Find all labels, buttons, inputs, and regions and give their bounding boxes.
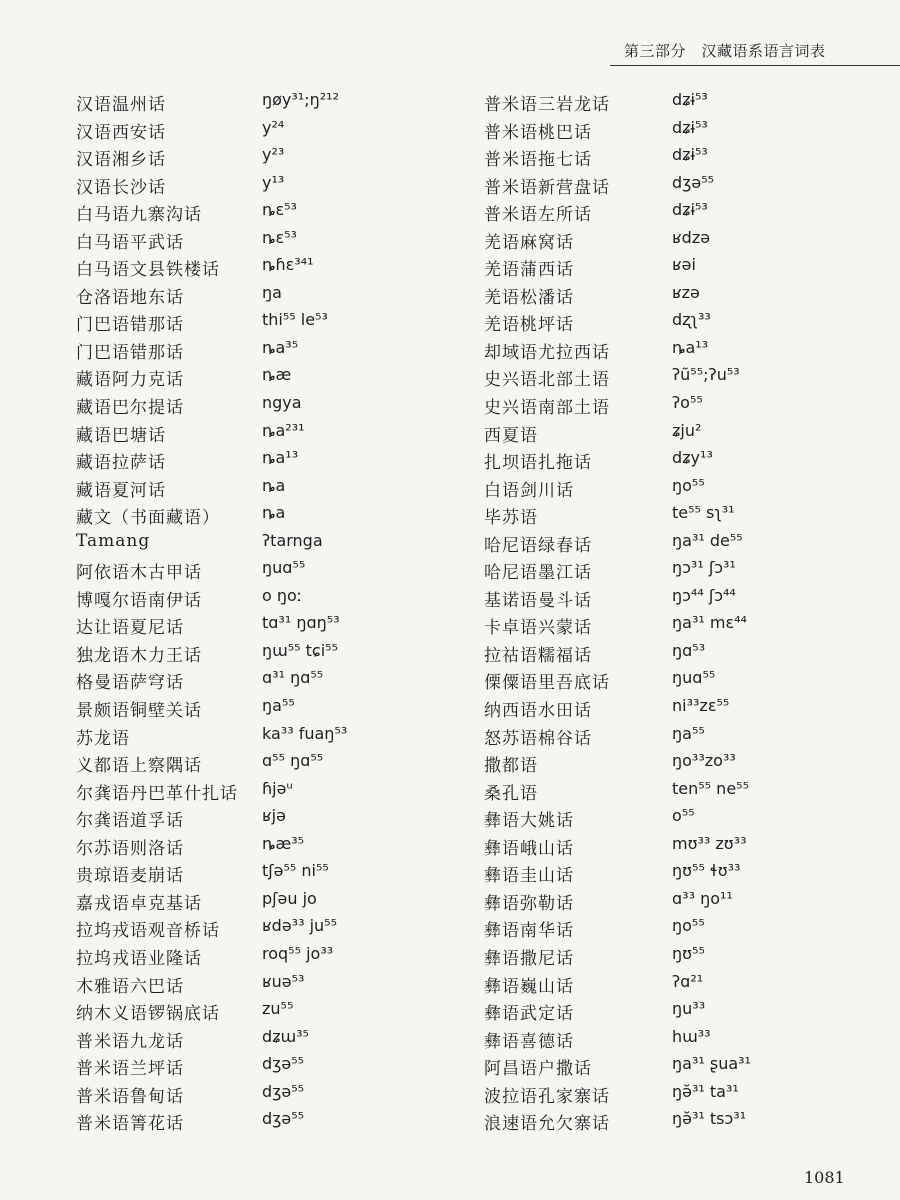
word-list-row — [484, 694, 884, 722]
pronunciation: ʔũ⁵⁵;ʔu⁵³ — [672, 365, 740, 385]
pronunciation: ŋə̆³¹ tsɔ³¹ — [672, 1109, 747, 1129]
language-name: 门巴语错那话 — [76, 315, 184, 336]
pronunciation: dʒə⁵⁵ — [262, 1109, 305, 1129]
pronunciation: ŋɔ⁴⁴ ʃɔ⁴⁴ — [672, 585, 736, 605]
pronunciation: dʑɨ⁵³ — [672, 117, 708, 137]
word-list-row — [484, 391, 884, 419]
language-name: 汉语温州话 — [76, 95, 166, 115]
word-list-row — [484, 419, 884, 447]
pronunciation: ȵa — [262, 503, 286, 523]
language-name: 阿依语木古甲话 — [76, 563, 202, 584]
word-list-row — [76, 584, 456, 612]
pronunciation: ɦjəᵘ — [262, 778, 293, 798]
pronunciation: ŋa — [262, 282, 282, 302]
language-name: 义都语上察隅话 — [76, 756, 202, 777]
header-rule — [610, 65, 900, 66]
language-name: 卡卓语兴蒙话 — [484, 618, 592, 639]
language-name: 白马语九寨沟话 — [76, 205, 202, 226]
word-list-row — [76, 1080, 456, 1108]
language-name: 史兴语北部土语 — [484, 370, 610, 391]
pronunciation: ŋa³¹ de⁵⁵ — [672, 530, 743, 550]
language-name: 彝语弥勒话 — [484, 893, 574, 914]
pronunciation: ȵɛ⁵³ — [262, 227, 297, 247]
word-list-row — [76, 308, 456, 336]
pronunciation: ŋɔ³¹ ʃɔ³¹ — [672, 558, 736, 578]
pronunciation: ŋuɑ⁵⁵ — [262, 558, 306, 578]
word-list-row — [484, 584, 884, 612]
language-name: 普米语桃巴话 — [484, 122, 592, 143]
language-name: 白语剑川话 — [484, 480, 574, 501]
word-list-row — [76, 611, 456, 639]
pronunciation: dʑɨ⁵³ — [672, 145, 708, 165]
pronunciation: ŋo³³zo³³ — [672, 751, 736, 771]
word-list-row — [484, 281, 884, 309]
word-list-row — [484, 1052, 884, 1080]
right-column — [484, 88, 884, 1135]
word-list-row — [484, 859, 884, 887]
language-name: 彝语大姚话 — [484, 811, 574, 832]
language-name: 藏语巴尔提话 — [76, 398, 184, 419]
word-list-row — [484, 529, 884, 557]
language-name: 拉祜语糯福话 — [484, 645, 592, 666]
language-name: 普米语兰坪话 — [76, 1059, 184, 1080]
language-name: 门巴语错那话 — [76, 342, 184, 363]
language-name: 波拉语孔家寨话 — [484, 1086, 610, 1107]
pronunciation: ka³³ fuaŋ⁵³ — [262, 723, 348, 743]
pronunciation: thi⁵⁵ le⁵³ — [262, 310, 328, 330]
language-name: 仓洛语地东话 — [76, 287, 184, 308]
language-name: Tamang — [76, 530, 151, 551]
pronunciation: ŋøy³¹;ŋ²¹² — [262, 90, 339, 109]
word-list-row — [76, 281, 456, 309]
pronunciation: ŋa³¹ ʂua³¹ — [672, 1054, 751, 1074]
language-name: 羌语麻窝话 — [484, 232, 574, 253]
language-name: 羌语蒲西话 — [484, 260, 574, 281]
language-name: 普米语鲁甸话 — [76, 1086, 184, 1107]
pronunciation: zu⁵⁵ — [262, 999, 294, 1019]
word-list-row — [76, 336, 456, 364]
pronunciation: dʐʅ³³ — [672, 310, 711, 330]
pronunciation: dʑy¹³ — [672, 448, 713, 468]
pronunciation: hɯ³³ — [672, 1026, 711, 1046]
word-list-row — [484, 501, 884, 529]
word-list-row — [484, 666, 884, 694]
pronunciation: ȵɦɛ³⁴¹ — [262, 255, 314, 275]
language-name: 浪速语允欠寨话 — [484, 1114, 610, 1135]
word-list-row — [484, 446, 884, 474]
language-name: 普米语三岩龙话 — [484, 95, 610, 115]
left-column — [76, 88, 456, 1135]
language-name: 怒苏语棉谷话 — [484, 728, 592, 749]
language-name: 彝语圭山话 — [484, 866, 574, 887]
language-name: 藏文（书面藏语） — [76, 508, 220, 529]
word-list-row — [484, 970, 884, 998]
word-list-row — [76, 1107, 456, 1135]
word-list-row — [76, 529, 456, 557]
word-list-row — [76, 253, 456, 281]
word-list-row — [484, 308, 884, 336]
pronunciation: dʒə⁵⁵ — [262, 1054, 305, 1074]
language-name: 彝语巍山话 — [484, 976, 574, 997]
word-list-row — [484, 942, 884, 970]
word-list-row — [484, 887, 884, 915]
pronunciation: ȵæ³⁵ — [262, 833, 305, 853]
pronunciation: te⁵⁵ sʅ³¹ — [672, 503, 735, 523]
language-name: 嘉戎语卓克基话 — [76, 893, 202, 914]
word-list-row — [484, 171, 884, 199]
pronunciation: ʁzə — [672, 282, 700, 302]
running-header — [610, 36, 900, 68]
word-list-row — [76, 501, 456, 529]
pronunciation: tɑ³¹ ŋɑŋ⁵³ — [262, 613, 340, 633]
pronunciation: ʔɑ²¹ — [672, 971, 704, 991]
pronunciation: ŋa⁵⁵ — [262, 696, 295, 716]
language-name: 独龙语木力王话 — [76, 645, 202, 666]
language-name: 阿昌语户撒话 — [484, 1059, 592, 1080]
word-list-row — [76, 116, 456, 144]
word-list-row — [76, 970, 456, 998]
pronunciation: dʑɯ³⁵ — [262, 1026, 309, 1046]
language-name: 格曼语萨穹话 — [76, 673, 184, 694]
word-list-row — [76, 391, 456, 419]
pronunciation: y¹³ — [262, 172, 285, 192]
word-list-row — [76, 474, 456, 502]
word-list-row — [76, 804, 456, 832]
pronunciation: ȵa²³¹ — [262, 420, 305, 440]
language-name: 彝语喜德话 — [484, 1031, 574, 1052]
word-list-row — [76, 722, 456, 750]
word-list-row — [484, 116, 884, 144]
language-name: 普米语新营盘话 — [484, 177, 610, 198]
language-name: 彝语撒尼话 — [484, 948, 574, 969]
pronunciation: tʃə⁵⁵ ni⁵⁵ — [262, 861, 329, 881]
language-name: 彝语南华话 — [484, 921, 574, 942]
pronunciation: ŋə̆³¹ ta³¹ — [672, 1081, 739, 1101]
language-name: 拉坞戎语观音桥话 — [76, 921, 220, 942]
word-list-row — [484, 832, 884, 860]
word-list-row — [76, 749, 456, 777]
language-name: 尔苏语则洛话 — [76, 838, 184, 859]
word-list-row — [484, 143, 884, 171]
word-list-row — [76, 887, 456, 915]
pronunciation: ȵa — [262, 475, 286, 495]
language-name: 达让语夏尼话 — [76, 618, 184, 639]
language-name: 纳西语水田话 — [484, 701, 592, 722]
word-list-row — [76, 639, 456, 667]
pronunciation: y²³ — [262, 145, 285, 165]
language-name: 羌语松潘话 — [484, 287, 574, 308]
word-list-row — [484, 474, 884, 502]
language-name: 普米语九龙话 — [76, 1031, 184, 1052]
pronunciation: ten⁵⁵ ne⁵⁵ — [672, 778, 749, 798]
header-title: 第三部分 汉藏语系语言词表 — [624, 42, 826, 60]
word-list-row — [76, 942, 456, 970]
pronunciation: ȵa³⁵ — [262, 337, 299, 357]
word-list-row — [484, 997, 884, 1025]
pronunciation: ʁdə³³ ju⁵⁵ — [262, 916, 337, 936]
word-list-row — [484, 777, 884, 805]
language-name: 西夏语 — [484, 425, 538, 446]
word-list-row — [484, 556, 884, 584]
word-list-row — [484, 722, 884, 750]
language-name: 汉语长沙话 — [76, 177, 166, 198]
language-name: 藏语巴塘话 — [76, 425, 166, 446]
language-name: 藏语夏河话 — [76, 480, 166, 501]
language-name: 白马语文县铁楼话 — [76, 260, 220, 281]
pronunciation: pʃəu jo — [262, 888, 317, 908]
language-name: 普米语左所话 — [484, 205, 592, 226]
pronunciation: ŋa⁵⁵ — [672, 723, 705, 743]
word-list-row — [76, 226, 456, 254]
language-name: 木雅语六巴话 — [76, 976, 184, 997]
language-name: 汉语西安话 — [76, 122, 166, 143]
language-name: 彝语武定话 — [484, 1004, 574, 1025]
pronunciation: ɑ⁵⁵ ŋɑ⁵⁵ — [262, 751, 324, 771]
language-name: 纳木义语锣锅底话 — [76, 1004, 220, 1025]
language-name: 尔龚语道孚话 — [76, 811, 184, 832]
word-list-row — [76, 832, 456, 860]
word-list-row — [484, 253, 884, 281]
word-list-row — [76, 446, 456, 474]
word-list-row — [76, 694, 456, 722]
language-name: 博嘎尔语南伊话 — [76, 590, 202, 611]
language-name: 哈尼语绿春话 — [484, 535, 592, 556]
word-list-row — [76, 997, 456, 1025]
word-list-row — [76, 363, 456, 391]
language-name: 普米语拖七话 — [484, 150, 592, 171]
language-name: 藏语阿力克话 — [76, 370, 184, 391]
pronunciation: ŋɯ⁵⁵ tɕi⁵⁵ — [262, 640, 338, 660]
language-name: 哈尼语墨江话 — [484, 563, 592, 584]
pronunciation: ȵɛ⁵³ — [262, 200, 297, 220]
pronunciation: ŋʊ⁵⁵ — [672, 943, 705, 963]
word-list-row — [76, 556, 456, 584]
word-list-row — [484, 1025, 884, 1053]
pronunciation: dʒə⁵⁵ — [672, 172, 715, 192]
word-list-row — [76, 198, 456, 226]
pronunciation: ŋuɑ⁵⁵ — [672, 668, 716, 688]
word-list-row — [76, 777, 456, 805]
language-name: 史兴语南部土语 — [484, 398, 610, 419]
pronunciation: ȵæ — [262, 365, 292, 385]
language-name: 拉坞戎语业隆话 — [76, 948, 202, 969]
pronunciation: ȵa¹³ — [672, 337, 709, 357]
language-name: 贵琼语麦崩话 — [76, 866, 184, 887]
language-name: 白马语平武话 — [76, 232, 184, 253]
pronunciation: ʁuə⁵³ — [262, 971, 305, 991]
word-list-row — [484, 611, 884, 639]
language-name: 桑孔语 — [484, 783, 538, 804]
pronunciation: ŋo⁵⁵ — [672, 475, 705, 495]
pronunciation: ʔo⁵⁵ — [672, 393, 703, 413]
word-list-row — [484, 1080, 884, 1108]
word-list-row — [484, 336, 884, 364]
language-name: 羌语桃坪话 — [484, 315, 574, 336]
pronunciation: ni³³zɛ⁵⁵ — [672, 696, 730, 716]
pronunciation: ʑju² — [672, 420, 702, 440]
pronunciation: ɑ³¹ ŋɑ⁵⁵ — [262, 668, 324, 688]
word-list-row — [484, 88, 884, 116]
word-list-row — [76, 143, 456, 171]
language-name: 景颇语铜壁关话 — [76, 701, 202, 722]
word-list-row — [484, 639, 884, 667]
word-list-row — [484, 749, 884, 777]
pronunciation: roq⁵⁵ jo³³ — [262, 943, 334, 963]
word-list-row — [484, 914, 884, 942]
pronunciation: o ŋoː — [262, 585, 303, 605]
page-number: 1081 — [804, 1168, 845, 1187]
word-list-row — [484, 363, 884, 391]
word-list-row — [76, 666, 456, 694]
pronunciation: ʁdzə — [672, 227, 711, 247]
pronunciation: dʑɨ⁵³ — [672, 200, 708, 220]
pronunciation: mʊ³³ zʊ³³ — [672, 833, 747, 853]
language-name: 汉语湘乡话 — [76, 150, 166, 171]
pronunciation: ŋo⁵⁵ — [672, 916, 705, 936]
pronunciation: ŋɑ⁵³ — [672, 640, 706, 660]
language-name: 基诺语曼斗话 — [484, 590, 592, 611]
language-name: 尔龚语丹巴革什扎话 — [76, 783, 238, 804]
language-name: 撒都语 — [484, 756, 538, 777]
language-name: 却域语尤拉西话 — [484, 342, 610, 363]
word-list-row — [484, 804, 884, 832]
pronunciation: dʑɨ⁵³ — [672, 90, 708, 109]
pronunciation: ʁjə — [262, 806, 286, 826]
pronunciation: ngya — [262, 393, 302, 413]
language-name: 普米语箐花话 — [76, 1114, 184, 1135]
pronunciation: ŋu³³ — [672, 999, 706, 1019]
language-name: 藏语拉萨话 — [76, 453, 166, 474]
language-name: 苏龙语 — [76, 728, 130, 749]
pronunciation: ŋʊ⁵⁵ ɬʊ³³ — [672, 861, 741, 881]
word-list-row — [76, 1025, 456, 1053]
word-list-row — [76, 419, 456, 447]
language-name: 傈僳语里吾底话 — [484, 673, 610, 694]
pronunciation: o⁵⁵ — [672, 806, 695, 826]
language-name: 彝语峨山话 — [484, 838, 574, 859]
pronunciation: ʔtarnga — [262, 530, 323, 550]
word-list-row — [76, 171, 456, 199]
language-name: 扎坝语扎拖话 — [484, 453, 592, 474]
word-list-row — [76, 859, 456, 887]
language-name: 毕苏语 — [484, 508, 538, 529]
pronunciation: dʒə⁵⁵ — [262, 1081, 305, 1101]
word-list-row — [484, 198, 884, 226]
pronunciation: ŋa³¹ mɛ⁴⁴ — [672, 613, 747, 633]
word-list-row — [76, 88, 456, 116]
pronunciation: y²⁴ — [262, 117, 285, 137]
pronunciation: ɑ³³ ŋo¹¹ — [672, 888, 733, 908]
word-list-row — [484, 1107, 884, 1135]
word-list-row — [484, 226, 884, 254]
word-list-row — [76, 1052, 456, 1080]
pronunciation: ȵa¹³ — [262, 448, 299, 468]
word-list-row — [76, 914, 456, 942]
pronunciation: ʁəi — [672, 255, 696, 275]
